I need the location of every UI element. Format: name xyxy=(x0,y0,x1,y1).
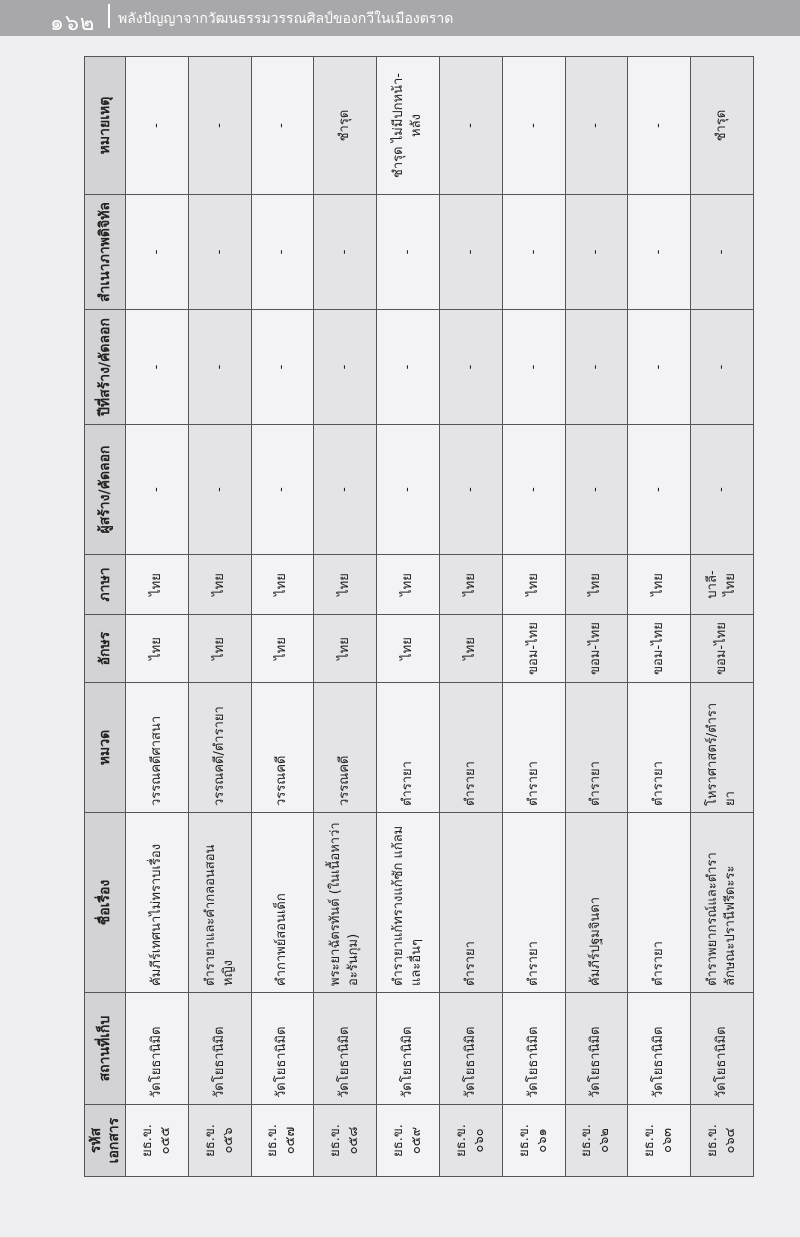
table-cell: วรรณคดี xyxy=(314,683,377,813)
table-cell: ไทย xyxy=(126,555,189,615)
table-cell: - xyxy=(439,425,502,555)
table-cell: วรรณคดีศาสนา xyxy=(126,683,189,813)
table-row xyxy=(565,57,628,1177)
table-cell: วัดโยธานิมิต xyxy=(314,993,377,1105)
table-cell: ตำรายา xyxy=(502,813,565,993)
table-cell: - xyxy=(251,425,314,555)
table-cell: ตำรายา xyxy=(565,683,628,813)
table-cell: - xyxy=(377,425,440,555)
table-cell: - xyxy=(188,310,251,425)
table-cell: - xyxy=(439,57,502,195)
table-cell: - xyxy=(251,57,314,195)
table-cell: ขอม-ไทย xyxy=(502,615,565,683)
table-cell: ตำรายาแก้ทรางแก้ซัก แก้ลมและอื่นๆ xyxy=(377,813,440,993)
table-cell: ยธ.ข. ๐๖๔ xyxy=(691,1105,754,1177)
table-cell: ไทย xyxy=(188,555,251,615)
table-cell: ชำรุด ไม่มีปกหน้า-หลัง xyxy=(377,57,440,195)
table-cell: ไทย xyxy=(188,615,251,683)
table-row xyxy=(314,57,377,1177)
table-cell: วัดโยธานิมิต xyxy=(126,993,189,1105)
table-cell: ไทย xyxy=(251,555,314,615)
page-header xyxy=(0,0,800,36)
header-divider xyxy=(108,4,110,28)
column-header: หมวด xyxy=(85,683,126,813)
table-cell: ตำรายา xyxy=(628,813,691,993)
manuscript-catalog-table xyxy=(84,56,754,1177)
table-cell: ไทย xyxy=(439,615,502,683)
table-cell: - xyxy=(691,310,754,425)
table-cell: โหราศาสตร์/ตำรายา xyxy=(691,683,754,813)
table-cell: ไทย xyxy=(377,615,440,683)
table-cell: - xyxy=(691,195,754,310)
table-cell: วัดโยธานิมิต xyxy=(251,993,314,1105)
table-cell: - xyxy=(565,425,628,555)
table-cell: ตำรายา xyxy=(377,683,440,813)
table-cell: ไทย xyxy=(628,555,691,615)
table-cell: ยธ.ข. ๐๖๐ xyxy=(439,1105,502,1177)
column-header: หมายเหตุ xyxy=(85,57,126,195)
table-cell: - xyxy=(126,195,189,310)
table-cell: วัดโยธานิมิต xyxy=(439,993,502,1105)
table-cell: - xyxy=(628,57,691,195)
table-cell: ยธ.ข. ๐๕๘ xyxy=(314,1105,377,1177)
table-cell: - xyxy=(439,195,502,310)
table-cell: - xyxy=(314,310,377,425)
table-cell: วัดโยธานิมิต xyxy=(565,993,628,1105)
table-cell: - xyxy=(314,425,377,555)
column-header: ผู้สร้าง/คัดลอก xyxy=(85,425,126,555)
table-cell: - xyxy=(628,195,691,310)
table-cell: ยธ.ข. ๐๖๑ xyxy=(502,1105,565,1177)
table-cell: ไทย xyxy=(502,555,565,615)
table-cell: - xyxy=(314,195,377,310)
table-row xyxy=(251,57,314,1177)
table-cell: วรรณคดี/ตำรายา xyxy=(188,683,251,813)
rotated-table-wrapper xyxy=(84,57,754,1177)
table-cell: ยธ.ข. ๐๕๕ xyxy=(126,1105,189,1177)
table-cell: - xyxy=(565,57,628,195)
table-row xyxy=(439,57,502,1177)
table-row xyxy=(502,57,565,1177)
page-number: ๑๖๒ xyxy=(50,11,96,36)
table-cell: - xyxy=(377,195,440,310)
table-cell: ยธ.ข. ๐๖๒ xyxy=(565,1105,628,1177)
table-cell: - xyxy=(502,195,565,310)
table-cell: - xyxy=(126,57,189,195)
table-cell: คำกาพย์สอนเด็ก xyxy=(251,813,314,993)
table-row xyxy=(377,57,440,1177)
column-header: สถานที่เก็บ xyxy=(85,993,126,1105)
table-cell: ตำรายาและคำกลอนสอนหญิง xyxy=(188,813,251,993)
table-cell: คัมภีร์เทศนาไม่ทราบเรื่อง xyxy=(126,813,189,993)
table-cell: - xyxy=(502,310,565,425)
column-header: ปีที่สร้าง/คัดลอก xyxy=(85,310,126,425)
table-cell: - xyxy=(188,195,251,310)
table-cell: ขอม-ไทย xyxy=(691,615,754,683)
table-row xyxy=(188,57,251,1177)
table-cell: - xyxy=(502,57,565,195)
column-header: สำเนาภาพดิจิทัล xyxy=(85,195,126,310)
table-cell: - xyxy=(251,195,314,310)
table-cell: คัมภีร์ปฐมจินดา xyxy=(565,813,628,993)
table-cell: ชำรุด xyxy=(314,57,377,195)
table-cell: - xyxy=(691,425,754,555)
table-cell: ไทย xyxy=(439,555,502,615)
table-cell: ไทย xyxy=(565,555,628,615)
table-cell: - xyxy=(628,310,691,425)
table-cell: ไทย xyxy=(251,615,314,683)
table-cell: ชำรุด xyxy=(691,57,754,195)
column-header: ภาษา xyxy=(85,555,126,615)
table-cell: - xyxy=(565,310,628,425)
column-header: ชื่อเรื่อง xyxy=(85,813,126,993)
table-cell: - xyxy=(502,425,565,555)
table-cell: ไทย xyxy=(314,555,377,615)
table-cell: ยธ.ข. ๐๕๙ xyxy=(377,1105,440,1177)
table-cell: วัดโยธานิมิต xyxy=(377,993,440,1105)
table-cell: ไทย xyxy=(126,615,189,683)
table-cell: ไทย xyxy=(377,555,440,615)
table-row xyxy=(628,57,691,1177)
table-cell: วัดโยธานิมิต xyxy=(502,993,565,1105)
table-cell: ตำรายา xyxy=(628,683,691,813)
table-cell: - xyxy=(188,57,251,195)
table-header-row xyxy=(85,57,126,1177)
table-cell: ไทย xyxy=(314,615,377,683)
table-cell: - xyxy=(188,425,251,555)
table-cell: - xyxy=(251,310,314,425)
table-cell: ตำรายา xyxy=(502,683,565,813)
table-cell: ขอม-ไทย xyxy=(565,615,628,683)
table-cell: ตำรายา xyxy=(439,683,502,813)
table-cell: วัดโยธานิมิต xyxy=(628,993,691,1105)
table-cell: - xyxy=(565,195,628,310)
table-cell: วัดโยธานิมิต xyxy=(691,993,754,1105)
table-cell: ขอม-ไทย xyxy=(628,615,691,683)
column-header: อักษร xyxy=(85,615,126,683)
table-cell: - xyxy=(126,425,189,555)
table-cell: วัดโยธานิมิต xyxy=(188,993,251,1105)
book-title: พลังปัญญาจากวัฒนธรรมวรรณศิลป์ของกวีในเมืองตราด xyxy=(118,11,454,27)
table-cell: - xyxy=(628,425,691,555)
table-body xyxy=(126,57,754,1177)
table-cell: วรรณคดี xyxy=(251,683,314,813)
table-cell: ยธ.ข. ๐๕๗ xyxy=(251,1105,314,1177)
table-cell: ยธ.ข. ๐๖๓ xyxy=(628,1105,691,1177)
table-cell: - xyxy=(126,310,189,425)
table-cell: พระยาฉัตรทันต์ (ในเนื้อหาว่า อะรันกุม) xyxy=(314,813,377,993)
table-cell: ยธ.ข. ๐๕๖ xyxy=(188,1105,251,1177)
table-cell: ตำราพยากรณ์และตำราลักษณะปรานีฟรีดะระ xyxy=(691,813,754,993)
table-cell: บาลี-ไทย xyxy=(691,555,754,615)
column-header: รหัสเอกสาร xyxy=(85,1105,126,1177)
table-row xyxy=(126,57,189,1177)
table-row xyxy=(691,57,754,1177)
table-cell: - xyxy=(377,310,440,425)
table-cell: - xyxy=(439,310,502,425)
table-cell: ตำรายา xyxy=(439,813,502,993)
